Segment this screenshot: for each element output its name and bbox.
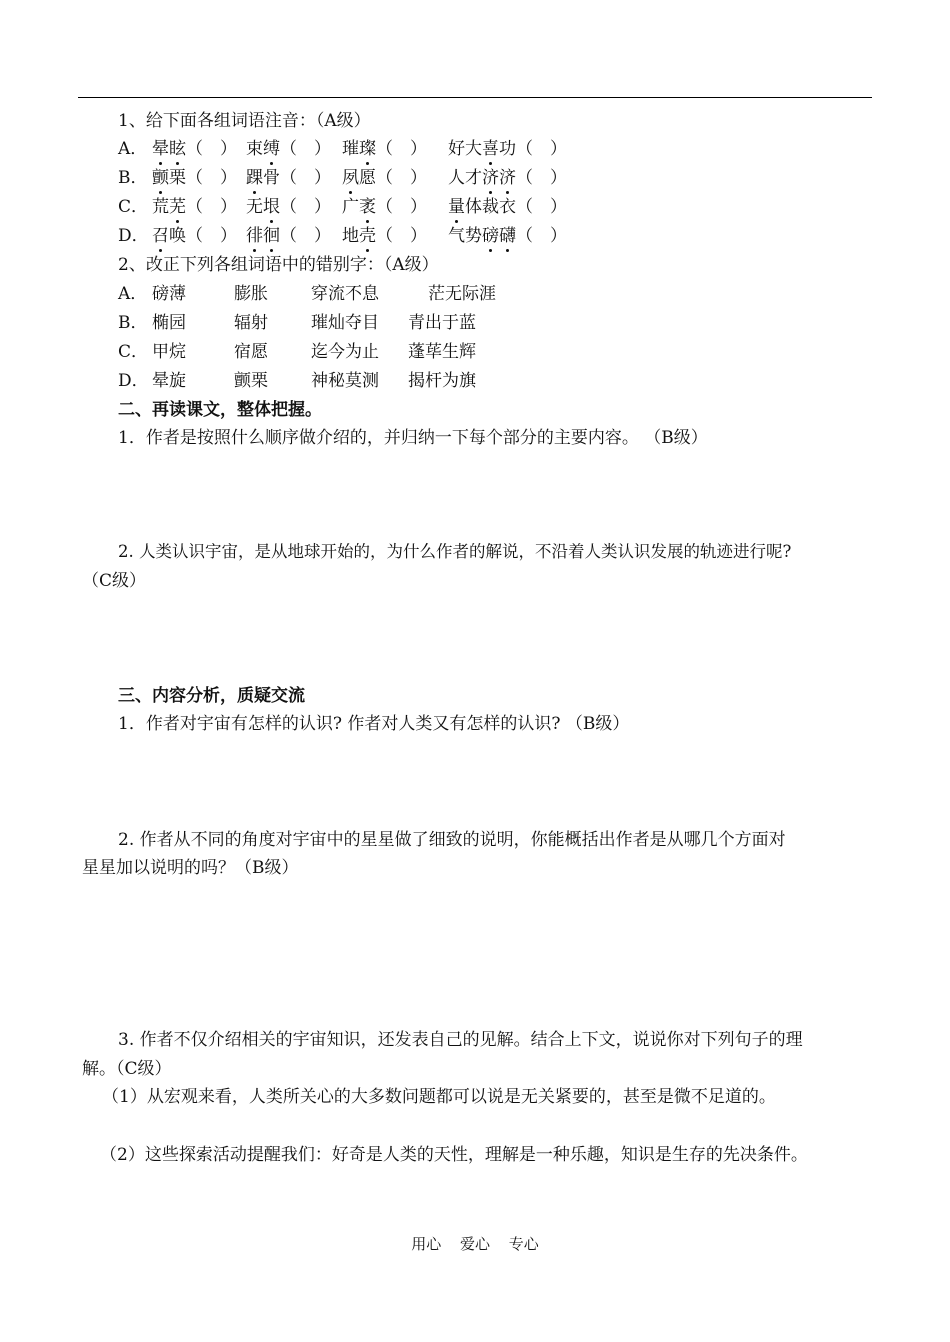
pinyin-item: 气势磅礴（ ） [448,226,567,246]
typo-row-d [118,370,476,392]
typo-item: 迄今为止 [311,342,379,362]
row-prefix: B． [118,168,148,188]
typo-row-a [118,283,496,305]
typo-item: 神秘莫测 [311,371,379,391]
pinyin-item: 璀璨（ ） [342,139,427,159]
typo-item: 晕旋 [152,371,186,391]
pinyin-item: 无垠（ ） [246,197,331,217]
pinyin-item: 广袤（ ） [342,197,427,217]
typo-item: 椭园 [152,313,186,333]
pinyin-item: 踝骨（ ） [246,168,331,188]
pinyin-row-c [118,196,567,218]
q1-title: 1、给下面各组词语注音：（A级） [118,111,371,131]
pinyin-row-b [118,167,567,189]
s3-question-3-line-2: 解。（C级） [82,1059,172,1079]
s2-question-2-line-1: 2. 人类认识宇宙，是从地球开始的，为什么作者的解说，不沿着人类认识发展的轨迹进行呢? [118,542,792,561]
typo-item: 穿流不息 [311,284,379,304]
s3-question-1: 1．作者对宇宙有怎样的认识? 作者对人类又有怎样的认识? （B级） [118,714,630,734]
header-rule [78,97,872,98]
pinyin-row-d [118,225,567,247]
pinyin-item: 地壳（ ） [342,226,427,246]
s3-subquestion-2: （2）这些探索活动提醒我们：好奇是人类的天性，理解是一种乐趣，知识是生存的先决条件。 [100,1145,808,1165]
pinyin-item: 量体裁衣（ ） [448,197,567,217]
typo-item: 茫无际涯 [428,284,496,304]
page-footer: 用心 爱心 专心 [411,1235,539,1253]
pinyin-row-a [118,138,567,160]
row-prefix: A． [118,284,148,304]
typo-item: 磅薄 [152,284,186,304]
pinyin-item: 荒芜（ ） [152,197,237,217]
typo-item: 甲烷 [152,342,186,362]
pinyin-item: 人才济济（ ） [448,168,567,188]
typo-item: 揭杆为旗 [408,371,476,391]
row-prefix: D． [118,226,149,246]
typo-item: 璀灿夺目 [311,313,379,333]
typo-item: 蓬荜生辉 [408,342,476,362]
typo-item: 青出于蓝 [408,313,476,333]
section-2-heading: 二、再读课文，整体把握。 [118,400,322,420]
s2-question-2-line-2: （C级） [82,571,147,591]
s3-question-2-line-2: 星星加以说明的吗？（B级） [82,858,299,878]
s3-subquestion-1: （1）从宏观来看，人类所关心的大多数问题都可以说是无关紧要的，甚至是微不足道的。 [102,1087,776,1107]
typo-row-b [118,312,476,334]
typo-item: 辐射 [234,313,268,333]
row-prefix: B． [118,313,148,333]
pinyin-item: 好大喜功（ ） [448,139,567,159]
typo-item: 宿愿 [234,342,268,362]
q2-title: 2、改正下列各组词语中的错别字：（A级） [118,255,439,275]
pinyin-item: 束缚（ ） [246,139,331,159]
pinyin-item: 夙愿（ ） [342,168,427,188]
s3-question-2-line-1: 2. 作者从不同的角度对宇宙中的星星做了细致的说明，你能概括出作者是从哪几个方面对 [118,830,786,850]
pinyin-item: 徘徊（ ） [246,226,331,246]
s2-question-1: 1．作者是按照什么顺序做介绍的，并归纳一下每个部分的主要内容。 （B级） [118,428,708,448]
section-3-heading: 三、内容分析，质疑交流 [118,686,305,706]
pinyin-item: 晕眩（ ） [152,139,237,159]
row-prefix: D． [118,371,149,391]
row-prefix: C． [118,197,149,217]
pinyin-item: 颤栗（ ） [152,168,237,188]
typo-item: 颤栗 [234,371,268,391]
pinyin-item: 召唤（ ） [152,226,237,246]
row-prefix: C． [118,342,149,362]
s3-question-3-line-1: 3. 作者不仅介绍相关的宇宙知识，还发表自己的见解。结合上下文，说说你对下列句子的理 [118,1030,803,1050]
typo-row-c [118,341,476,363]
typo-item: 膨胀 [234,284,268,304]
row-prefix: A． [118,139,148,159]
